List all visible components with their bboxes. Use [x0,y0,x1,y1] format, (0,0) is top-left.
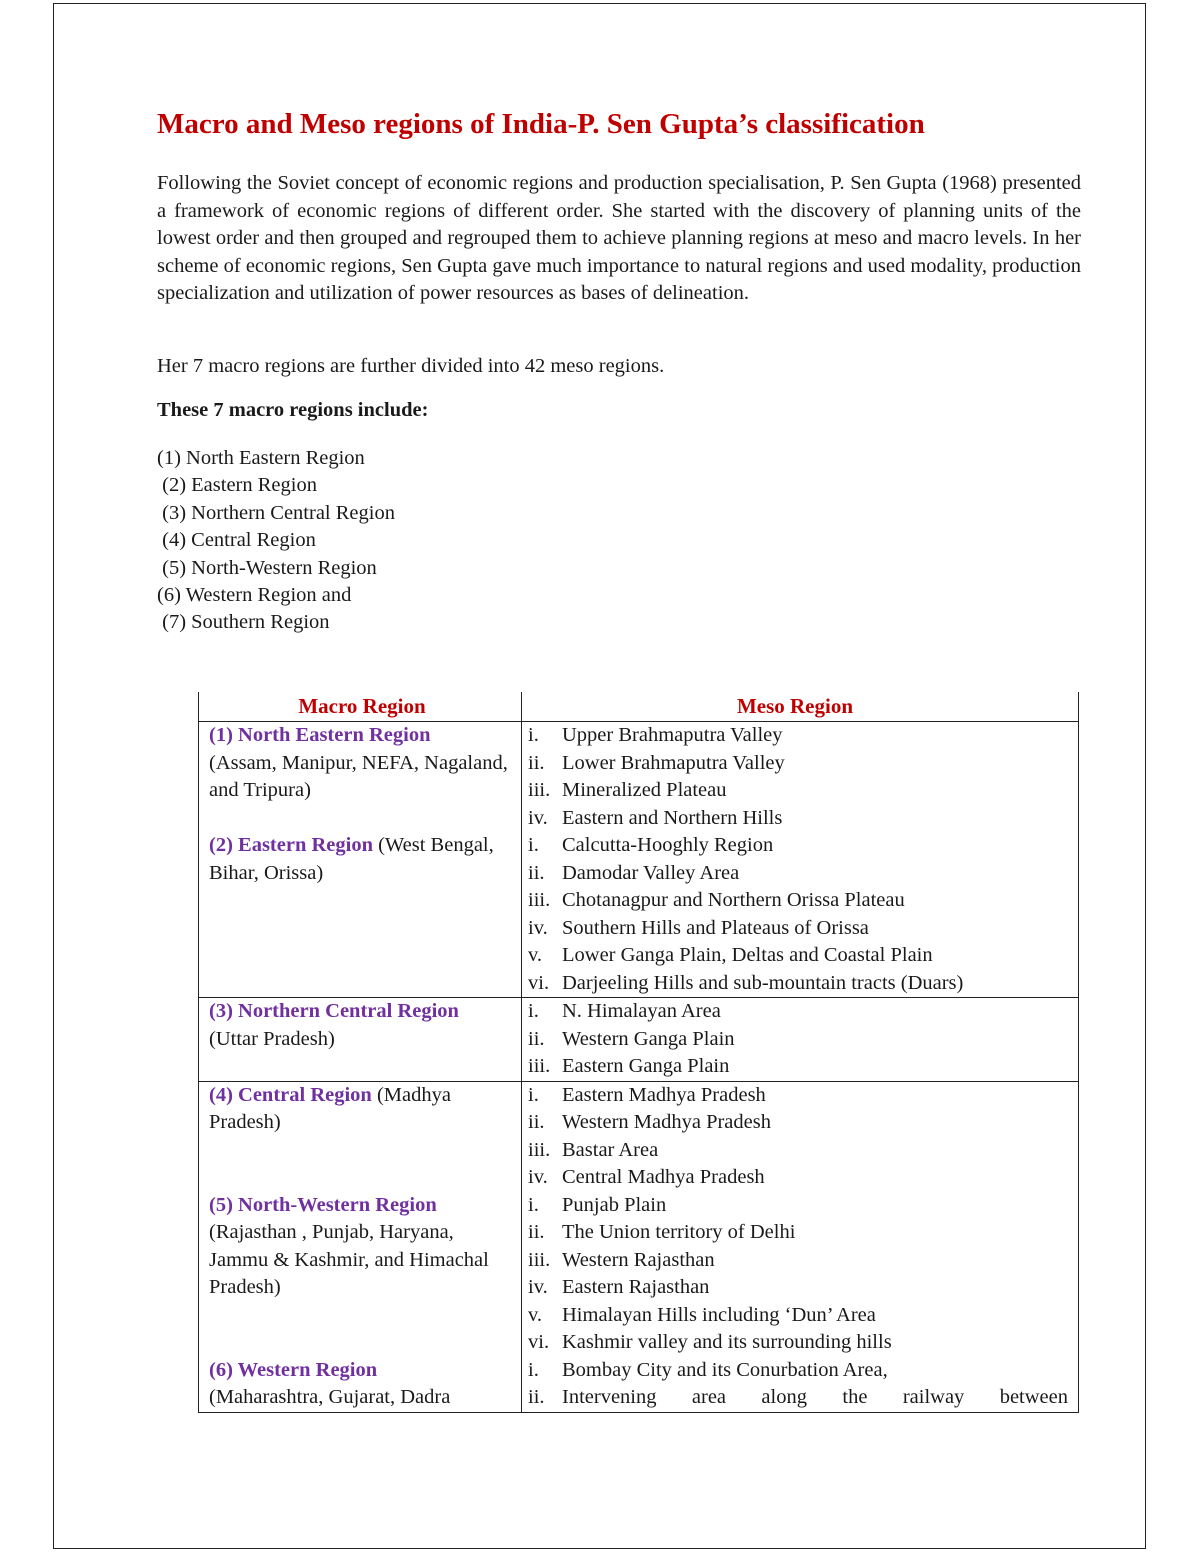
meso-item: i. Upper Brahmaputra Valley [528,724,783,746]
macro-cell [199,1357,522,1413]
macro-region-states: (Maharashtra, Gujarat, Dadra [209,1386,451,1408]
meso-cell [522,722,1079,833]
table-row [199,998,1079,1082]
regions-table [198,692,1079,1413]
meso-item: iv. Central Madhya Pradesh [528,1166,765,1188]
table-row [199,1192,1079,1357]
macro-region-name: (3) Northern Central Region [209,1000,459,1022]
table-row [199,1081,1079,1192]
macro-region-name: (2) Eastern Region [209,834,373,856]
macro-region-name: (1) North Eastern Region [209,724,431,746]
table-row [199,722,1079,833]
meso-cell [522,1192,1079,1357]
list-item: (7) Southern Region [157,611,330,634]
list-item: (5) North-Western Region [157,556,377,579]
meso-item: iv. Southern Hills and Plateaus of Orissa [528,916,869,939]
macro-region-name: (5) North-Western Region [209,1193,437,1216]
macro-cell [199,1081,522,1192]
meso-item: ii. Intervening area along the railway between [528,1386,1068,1408]
macro-cell [199,722,522,833]
meso-column-header: Meso Region [522,692,1079,722]
table-header-row [199,692,1079,722]
summary-paragraph: Her 7 macro regions are further divided into 42 meso regions. [157,355,665,377]
macro-region-name: (6) Western Region [209,1358,378,1381]
meso-item: ii. Western Madhya Pradesh [528,1111,771,1133]
meso-item: iv. Eastern Rajasthan [528,1276,710,1298]
macro-region-name: (4) Central Region [209,1083,372,1106]
list-item: (2) Eastern Region [157,474,317,497]
meso-item: i. N. Himalayan Area [528,1000,721,1022]
meso-item: iii. Eastern Ganga Plain [528,1055,730,1077]
macro-cell [199,998,522,1082]
meso-item: iii. Mineralized Plateau [528,779,727,801]
table-row [199,1357,1079,1413]
macro-region-list [157,445,395,637]
table-row [199,832,1079,998]
meso-cell [522,1081,1079,1192]
meso-cell [522,998,1079,1082]
macro-column-header: Macro Region [199,692,522,722]
meso-item: ii. Lower Brahmaputra Valley [528,751,785,774]
meso-item: v. Lower Ganga Plain, Deltas and Coastal Plain [528,944,933,966]
meso-item: i. Punjab Plain [528,1193,667,1216]
meso-cell [522,832,1079,998]
meso-item: i. Calcutta-Hooghly Region [528,834,774,856]
macro-cell [199,1192,522,1357]
macro-region-states: (Assam, Manipur, NEFA, Nagaland, and Tripura) [209,751,508,801]
meso-item: i. Eastern Madhya Pradesh [528,1083,766,1106]
macro-region-states: (Uttar Pradesh) [209,1027,335,1050]
meso-item: ii. The Union territory of Delhi [528,1221,796,1243]
macro-region-states: (West Bengal, Bihar, Orissa) [209,834,494,884]
meso-item: iii. Bastar Area [528,1138,659,1161]
meso-item: i. Bombay City and its Conurbation Area, [528,1358,888,1381]
meso-item: vi. Kashmir valley and its surrounding hills [528,1331,892,1353]
macro-cell [199,832,522,998]
meso-item: ii. Western Ganga Plain [528,1027,735,1050]
macro-region-states: (Rajasthan , Punjab, Haryana, Jammu & Kashmir, and Himachal Pradesh) [209,1221,489,1298]
intro-paragraph: Following the Soviet concept of economic regions and production specialisation, P. Sen Gupta (1968) presented a framework of economic regions of different order. She started with the discovery of planning units of the lowest order and then grouped and regrouped them to achieve planning regions at meso and macro levels. In her scheme of economic regions, Sen Gupta gave much importance to natural regions and used modality, production specialization and utilization of power resources as bases of delineation. [157,172,1081,304]
meso-item: v. Himalayan Hills including ‘Dun’ Area [528,1303,876,1326]
meso-item: iii. Chotanagpur and Northern Orissa Plateau [528,889,905,911]
meso-cell [522,1357,1079,1413]
meso-item: iv. Eastern and Northern Hills [528,806,783,829]
list-item: (4) Central Region [157,529,316,552]
meso-item: iii. Western Rajasthan [528,1248,715,1271]
macro-region-states: (Madhya Pradesh) [209,1083,451,1133]
list-item: (3) Northern Central Region [157,501,395,524]
macro-list-heading: These 7 macro regions include: [157,399,429,421]
meso-item: vi. Darjeeling Hills and sub-mountain tracts (Duars) [528,971,964,994]
page-title: Macro and Meso regions of India-P. Sen Gupta’s classification [157,108,925,140]
list-item: (1) North Eastern Region [157,447,365,469]
list-item: (6) Western Region and [157,584,352,607]
meso-item: ii. Damodar Valley Area [528,861,740,884]
